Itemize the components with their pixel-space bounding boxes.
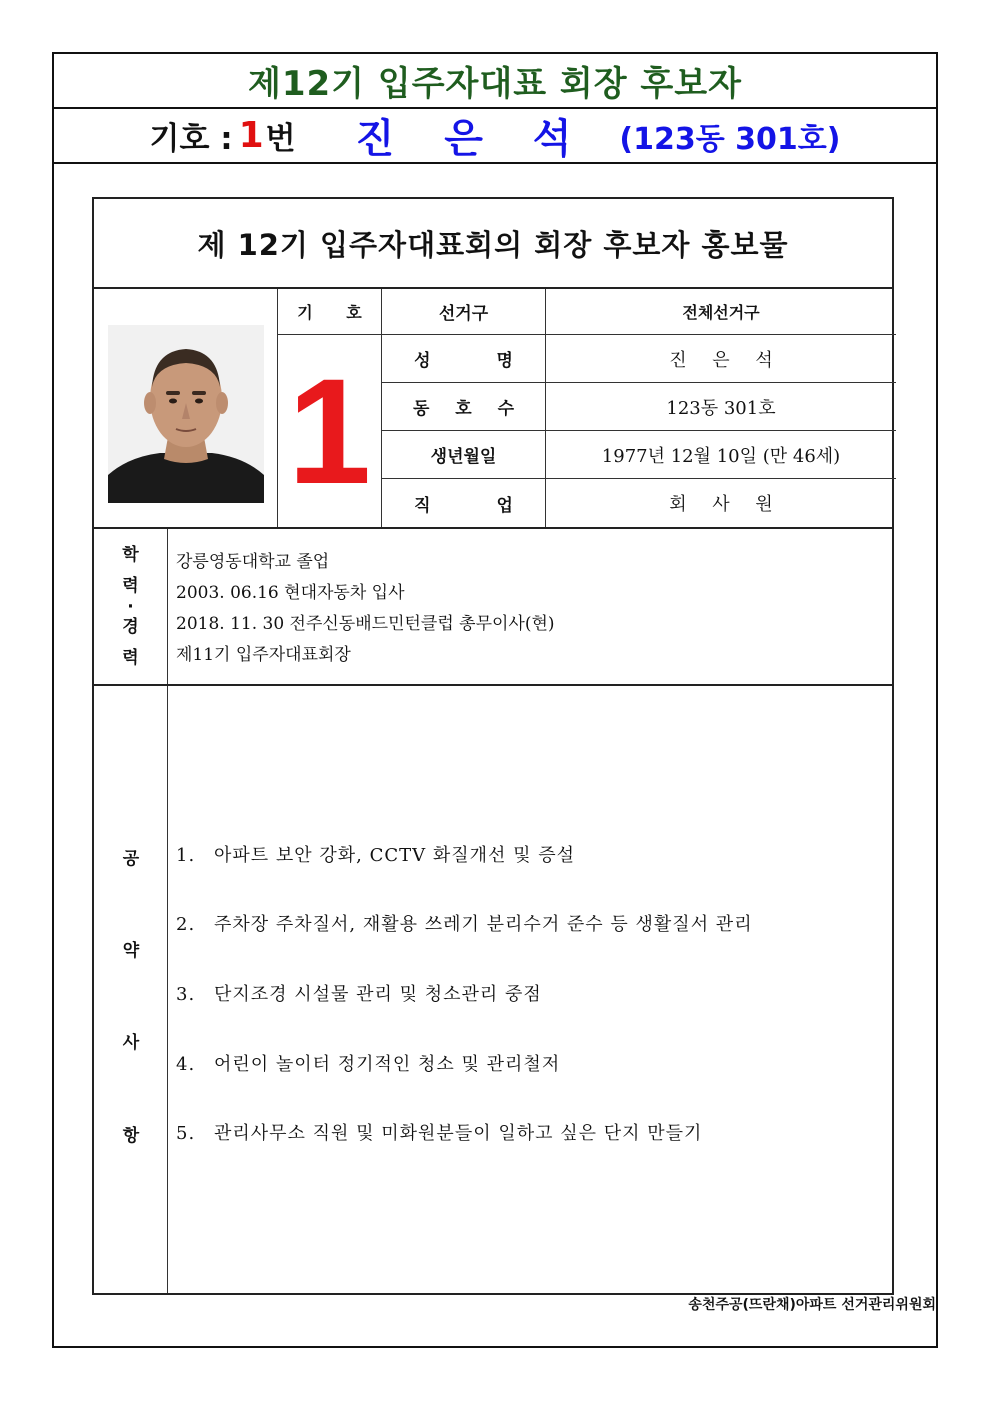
birthdate-label: 생년월일 bbox=[382, 431, 546, 479]
pledge-number: 5. bbox=[176, 1123, 196, 1144]
name-label: 성 명 bbox=[382, 335, 546, 383]
pledge-section bbox=[94, 686, 892, 1293]
pledge-label-char: 공 bbox=[122, 849, 140, 869]
career-label-char: 경 bbox=[122, 616, 139, 637]
birthdate-value: 1977년 12월 10일 (만 46세) bbox=[546, 431, 896, 479]
number-header: 기 호 bbox=[278, 289, 382, 335]
career-item: 2003. 06.16 현대자동차 입사 bbox=[176, 583, 405, 603]
unit-value: 123동 301호 bbox=[546, 383, 896, 431]
page-title: 제12기 입주자대표 회장 후보자 bbox=[54, 54, 936, 109]
pledge-number: 4. bbox=[176, 1054, 196, 1075]
candidate-unit: (123동 301호) bbox=[619, 121, 841, 157]
pledge-number: 1. bbox=[176, 845, 196, 866]
career-label bbox=[94, 529, 168, 684]
occupation-value: 회 사 원 bbox=[669, 494, 783, 515]
number-label: 기호 : bbox=[149, 121, 233, 157]
number-suffix: 번 bbox=[265, 121, 296, 157]
pledge-number: 2. bbox=[176, 914, 196, 935]
pledge-label-column bbox=[94, 686, 168, 1293]
pledge-item bbox=[176, 980, 542, 1006]
pledge-item bbox=[176, 1050, 560, 1076]
candidate-header bbox=[54, 109, 936, 164]
election-committee-footer: 송천주공(뜨란채)아파트 선거관리위원회 bbox=[688, 1297, 936, 1313]
pledge-text: 단지조경 시설물 관리 및 청소관리 중점 bbox=[214, 984, 542, 1005]
occupation-label: 직 업 bbox=[382, 479, 546, 527]
poster-title: 제 12기 입주자대표회의 회장 후보자 홍보물 bbox=[94, 199, 892, 289]
pledge-text: 주차장 주차질서, 재활용 쓰레기 분리수거 준수 등 생활질서 관리 bbox=[214, 914, 753, 935]
campaign-poster bbox=[92, 197, 894, 1295]
pledge-item bbox=[176, 1119, 702, 1145]
career-label-char: · bbox=[127, 596, 134, 617]
pledge-label-char: 사 bbox=[122, 1033, 140, 1053]
candidate-name: 진 은 석 bbox=[355, 116, 590, 162]
career-item: 강릉영동대학교 졸업 bbox=[176, 552, 330, 572]
career-label-char: 학 bbox=[122, 544, 139, 565]
pledge-number: 3. bbox=[176, 984, 196, 1005]
pledge-label-char: 약 bbox=[122, 941, 140, 961]
career-item: 제11기 입주자대표회장 bbox=[176, 645, 351, 665]
candidate-photo bbox=[108, 325, 264, 503]
career-label-char: 력 bbox=[122, 647, 139, 668]
district-label: 선거구 bbox=[382, 289, 546, 335]
pledge-label-char: 항 bbox=[122, 1126, 140, 1146]
candidate-number: 1 bbox=[238, 115, 264, 156]
big-candidate-number: 1 bbox=[278, 335, 382, 527]
career-list bbox=[176, 547, 555, 671]
pledge-text: 아파트 보안 강화, CCTV 화질개선 및 증설 bbox=[214, 845, 576, 866]
name-value: 진 은 석 bbox=[546, 335, 896, 383]
district-value: 전체선거구 bbox=[546, 289, 896, 335]
unit-label: 동 호 수 bbox=[382, 383, 546, 431]
pledge-text: 관리사무소 직원 및 미화원분들이 일하고 싶은 단지 만들기 bbox=[214, 1123, 703, 1144]
pledge-item bbox=[176, 841, 575, 867]
career-label-char: 력 bbox=[122, 575, 139, 596]
career-item: 2018. 11. 30 전주신동배드민턴클럽 총무이사(현) bbox=[176, 614, 555, 634]
career-section bbox=[94, 527, 892, 686]
pledge-item bbox=[176, 910, 753, 936]
candidate-photo-cell bbox=[94, 289, 278, 527]
pledge-text: 어린이 놀이터 정기적인 청소 및 관리철저 bbox=[214, 1054, 561, 1075]
